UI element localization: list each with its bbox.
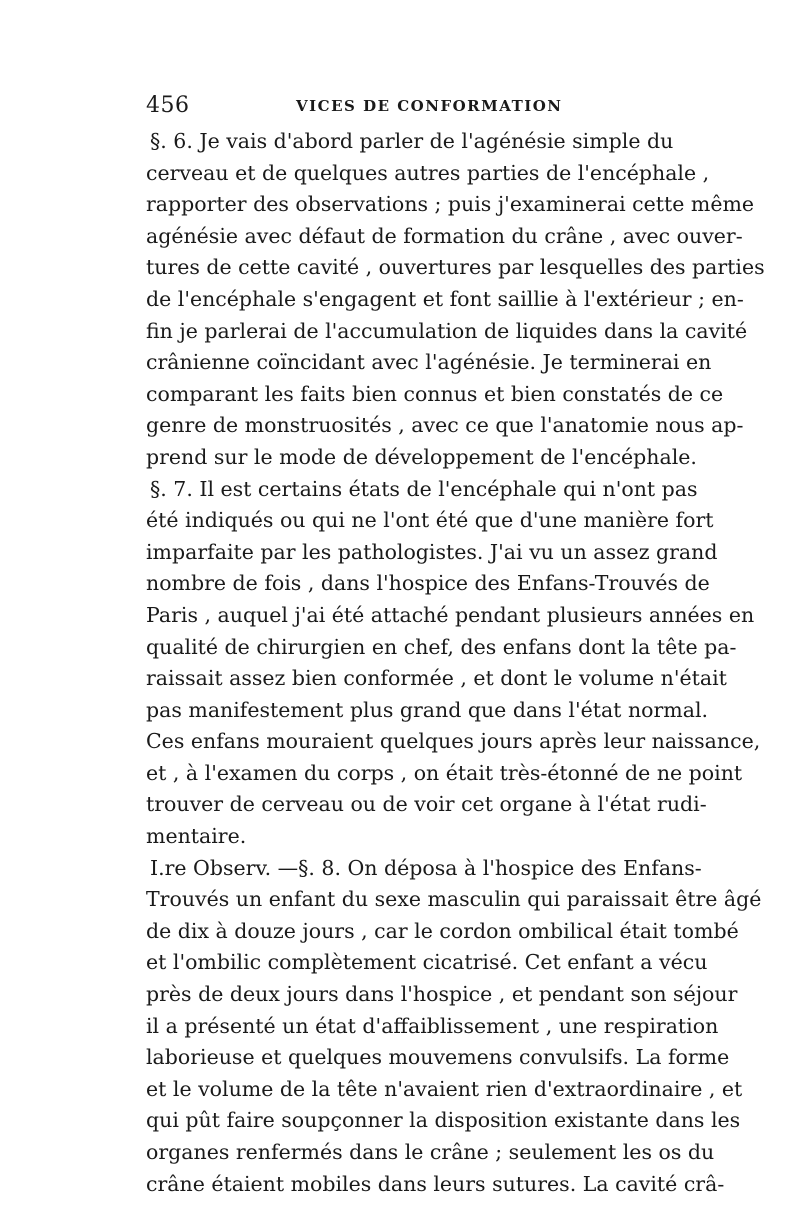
text-line: imparfaite par les pathologistes. J'ai vu un assez grand bbox=[146, 539, 718, 564]
text-line: rapporter des observations ; puis j'examinerai cette même bbox=[146, 192, 755, 217]
text-line: I.re Observ. —§. 8. On déposa à l'hospice des Enfans- bbox=[150, 855, 702, 880]
text-line: raissait assez bien conformée , et dont le volume n'était bbox=[146, 666, 727, 691]
text-line: mentaire. bbox=[146, 824, 247, 849]
text-line: comparant les faits bien connus et bien constatés de ce bbox=[146, 381, 724, 406]
text-line: agénésie avec défaut de formation du crâne , avec ouver- bbox=[146, 223, 743, 248]
running-head bbox=[146, 94, 666, 118]
text-line: crânienne coïncidant avec l'agénésie. Je terminerai en bbox=[146, 350, 712, 375]
text-line: §. 6. Je vais d'abord parler de l'agénésie simple du bbox=[150, 129, 674, 153]
text-line: trouver de cerveau ou de voir cet organe à l'état rudi- bbox=[146, 792, 707, 817]
text-line: crâne étaient mobiles dans leurs sutures. La cavité crâ- bbox=[146, 1171, 725, 1196]
text-line: §. 7. Il est certains états de l'encéphale qui n'ont pas bbox=[150, 476, 698, 501]
text-line: près de deux jours dans l'hospice , et pendant son séjour bbox=[146, 982, 738, 1007]
text-line: Trouvés un enfant du sexe masculin qui paraissait être âgé bbox=[146, 887, 762, 912]
text-line: laborieuse et quelques mouvemens convulsifs. La forme bbox=[146, 1045, 730, 1070]
text-line: prend sur le mode de développement de l'encéphale. bbox=[146, 444, 697, 469]
text-line: genre de monstruosités , avec ce que l'anatomie nous ap- bbox=[146, 413, 744, 438]
text-line: il a présenté un état d'affaiblissement , une respiration bbox=[146, 1013, 719, 1038]
text-line: de l'encéphale s'engagent et font saillie à l'extérieur ; en- bbox=[146, 286, 744, 311]
body-text bbox=[146, 126, 765, 1200]
text-line: organes renfermés dans le crâne ; seulement les os du bbox=[146, 1140, 715, 1164]
text-line: qui pût faire soupçonner la disposition existante dans les bbox=[146, 1108, 741, 1133]
text-line: été indiqués ou qui ne l'ont été que d'une manière fort bbox=[146, 508, 714, 533]
text-line: qualité de chirurgien en chef, des enfans dont la tête pa- bbox=[146, 634, 737, 659]
text-line: et l'ombilic complètement cicatrisé. Cet enfant a vécu bbox=[146, 950, 708, 975]
text-line: tures de cette cavité , ouvertures par lesquelles des parties bbox=[146, 255, 765, 280]
text-line: fin je parlerai de l'accumulation de liquides dans la cavité bbox=[146, 318, 748, 343]
text-line: Ces enfans mouraient quelques jours après leur naissance, bbox=[146, 729, 761, 754]
text-line: nombre de fois , dans l'hospice des Enfans-Trouvés de bbox=[146, 571, 710, 596]
running-title: VICES DE CONFORMATION bbox=[296, 97, 563, 115]
text-line: Paris , auquel j'ai été attaché pendant plusieurs années en bbox=[146, 602, 755, 627]
text-line: cerveau et de quelques autres parties de l'encéphale , bbox=[146, 160, 710, 185]
text-line: et , à l'examen du corps , on était très-étonné de ne point bbox=[146, 760, 743, 785]
text-line: et le volume de la tête n'avaient rien d'extraordinaire , et bbox=[146, 1076, 743, 1101]
page-number: 456 bbox=[146, 93, 190, 118]
text-line: pas manifestement plus grand que dans l'état normal. bbox=[146, 697, 709, 722]
text-line: de dix à douze jours , car le cordon ombilical était tombé bbox=[146, 918, 739, 943]
